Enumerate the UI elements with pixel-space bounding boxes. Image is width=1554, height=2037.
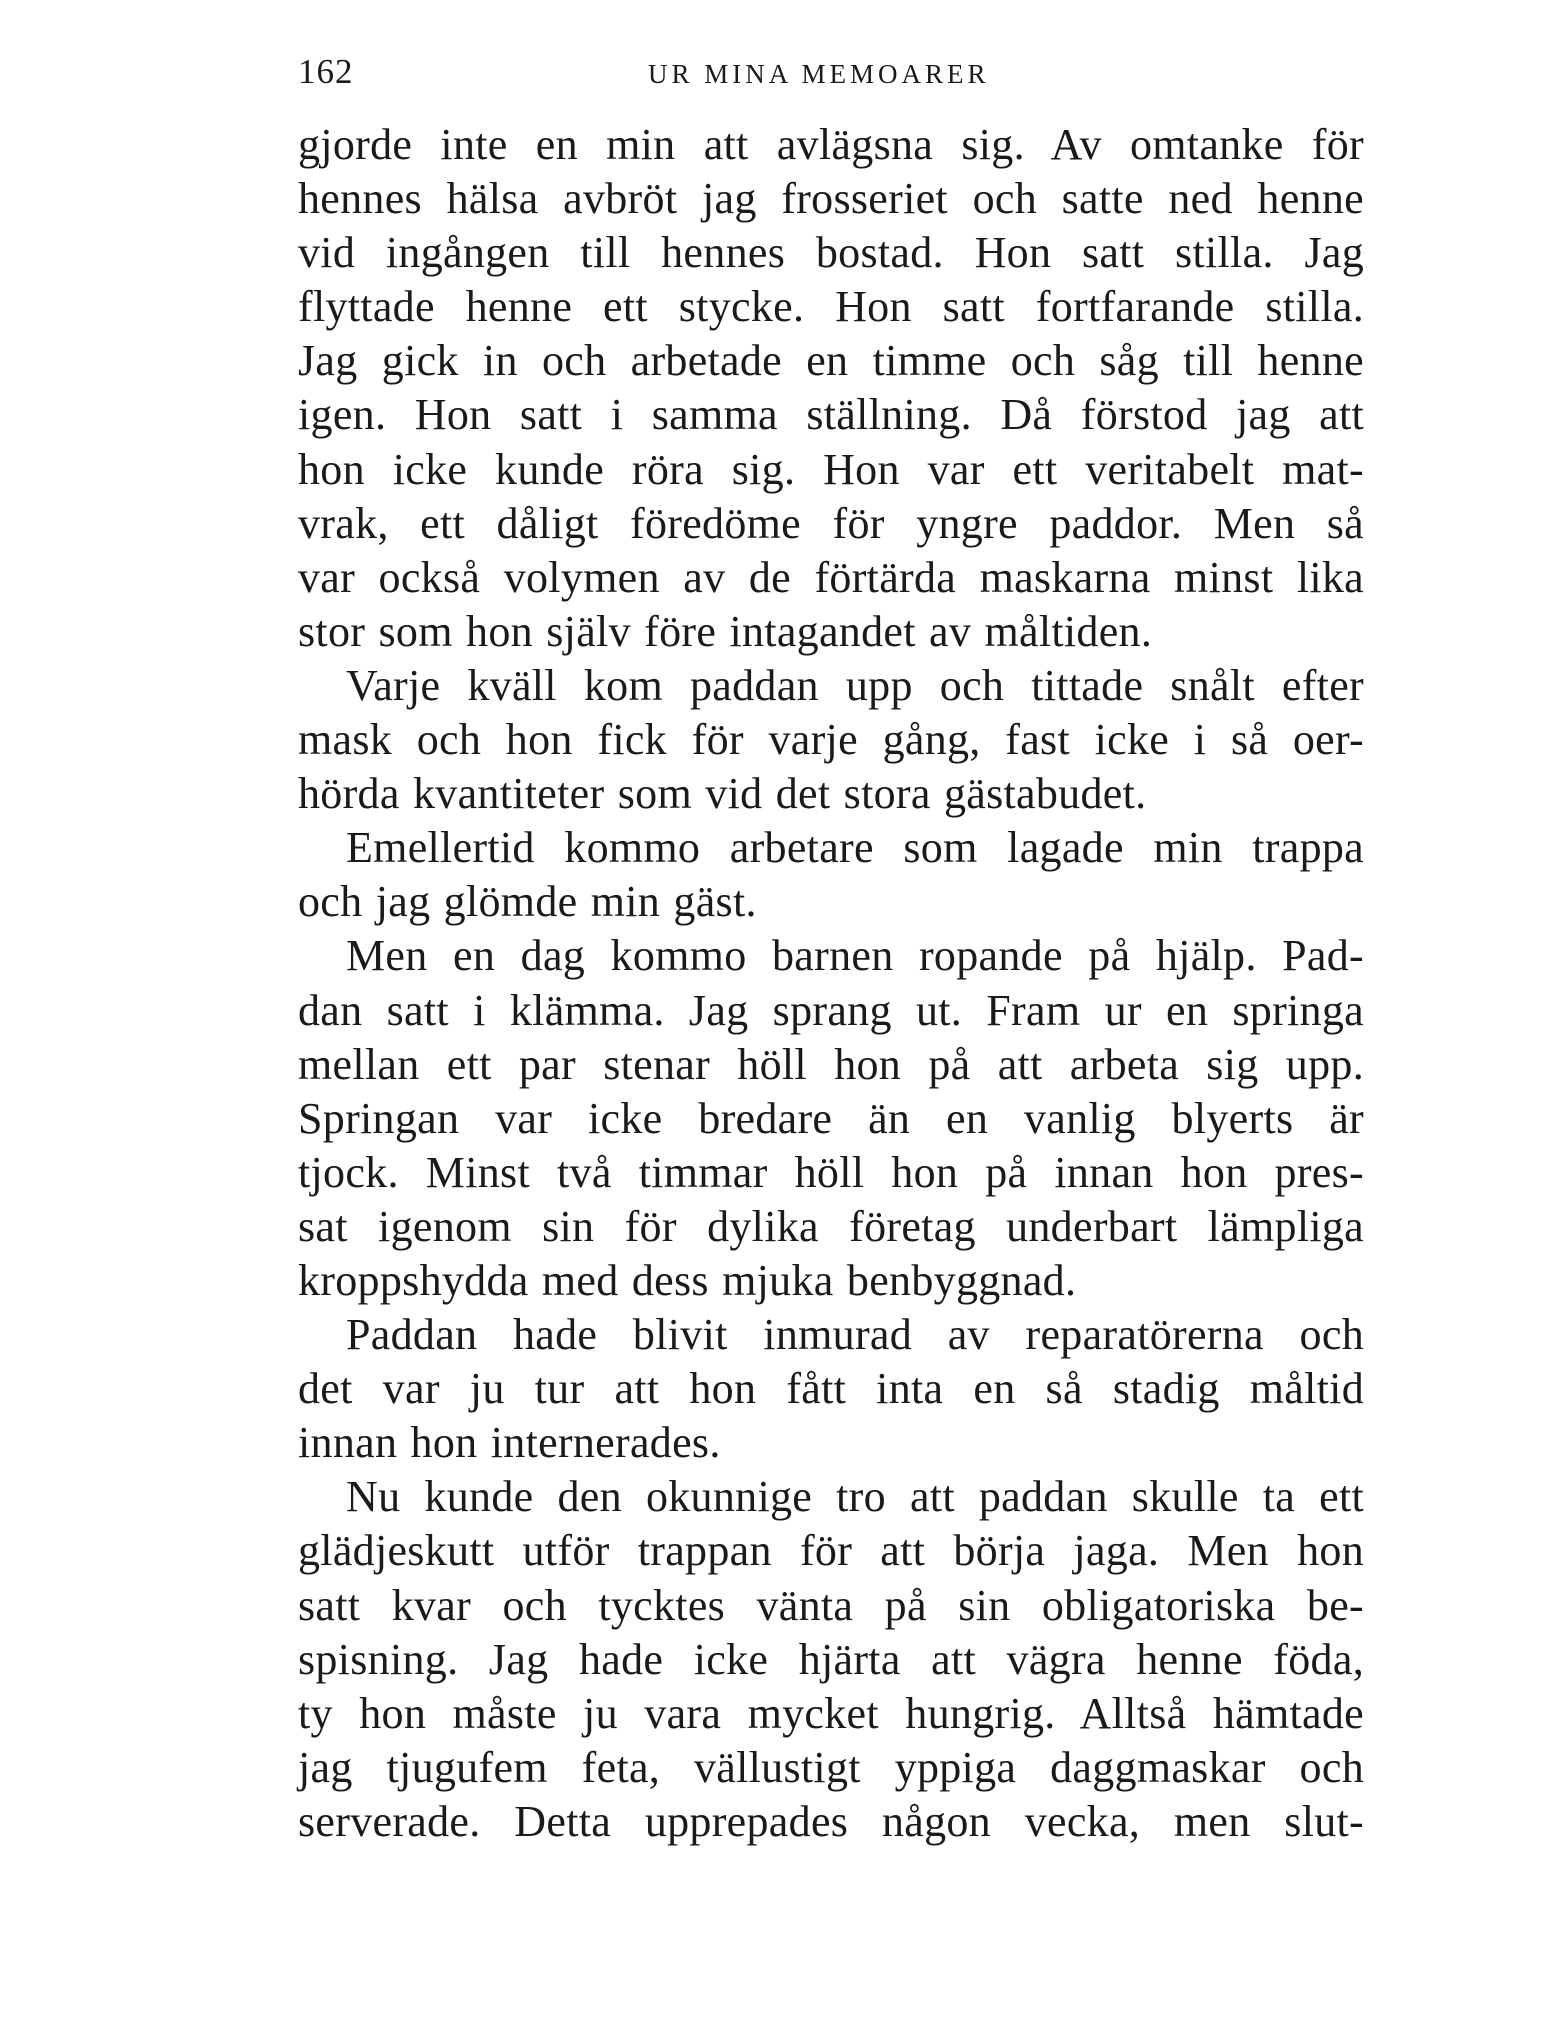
text-line: flyttade henne ett stycke. Hon satt fortfarande stilla.	[298, 282, 1364, 332]
text-line: kroppshydda med dess mjuka benbyggnad.	[298, 1255, 1077, 1305]
text-line: mask och hon fick för varje gång, fast icke i så oer-	[298, 715, 1364, 765]
text-line: sat igenom sin för dylika företag underbart lämpliga	[298, 1201, 1364, 1251]
text-line: vrak, ett dåligt föredöme för yngre paddor. Men så	[298, 498, 1364, 548]
text-line: Paddan hade blivit inmurad av reparatörerna och	[346, 1310, 1364, 1360]
text-line: tjock. Minst två timmar höll hon på innan hon pres-	[298, 1147, 1364, 1197]
text-line: dan satt i klämma. Jag sprang ut. Fram ur en springa	[298, 985, 1364, 1035]
text-line: var också volymen av de förtärda maskarna minst lika	[298, 552, 1364, 602]
running-title: UR MINA MEMOARER	[648, 59, 990, 89]
text-line: mellan ett par stenar höll hon på att arbeta sig upp.	[298, 1039, 1364, 1089]
text-line: det var ju tur att hon fått inta en så stadig måltid	[298, 1364, 1364, 1414]
text-line: stor som hon själv före intagandet av måltiden.	[298, 606, 1153, 656]
text-line: Men en dag kommo barnen ropande på hjälp. Pad-	[346, 931, 1364, 981]
text-line: vid ingången till hennes bostad. Hon satt stilla. Jag	[298, 228, 1364, 278]
text-line: glädjeskutt utför trappan för att börja jaga. Men hon	[298, 1526, 1364, 1576]
text-line: Springan var icke bredare än en vanlig blyerts är	[298, 1093, 1364, 1143]
text-line: hennes hälsa avbröt jag frosseriet och satte ned henne	[298, 174, 1364, 224]
text-line: Jag gick in och arbetade en timme och såg till henne	[298, 336, 1364, 386]
text-line: innan hon internerades.	[298, 1418, 721, 1468]
text-line: Varje kväll kom paddan upp och tittade snålt efter	[346, 660, 1364, 710]
text-line: satt kvar och tycktes vänta på sin obligatoriska be-	[298, 1580, 1364, 1630]
text-line: ty hon måste ju vara mycket hungrig. Alltså hämtade	[298, 1688, 1364, 1738]
text-line: igen. Hon satt i samma ställning. Då förstod jag att	[298, 390, 1364, 440]
text-line: Nu kunde den okunnige tro att paddan skulle ta ett	[346, 1472, 1364, 1522]
text-line: gjorde inte en min att avlägsna sig. Av omtanke för	[298, 120, 1364, 169]
text-line: jag tjugufem feta, vällustigt yppiga daggmaskar och	[298, 1742, 1364, 1792]
running-head	[298, 52, 1364, 92]
text-line: och jag glömde min gäst.	[298, 877, 757, 927]
text-line: Emellertid kommo arbetare som lagade min trappa	[346, 823, 1364, 873]
text-line: spisning. Jag hade icke hjärta att vägra henne föda,	[298, 1634, 1364, 1684]
page-number: 162	[298, 52, 354, 91]
body-text	[298, 118, 1364, 1849]
text-line: serverade. Detta upprepades någon vecka, men slut-	[298, 1796, 1364, 1846]
text-line: hon icke kunde röra sig. Hon var ett veritabelt mat-	[298, 444, 1364, 494]
text-line: hörda kvantiteter som vid det stora gästabudet.	[298, 769, 1147, 819]
